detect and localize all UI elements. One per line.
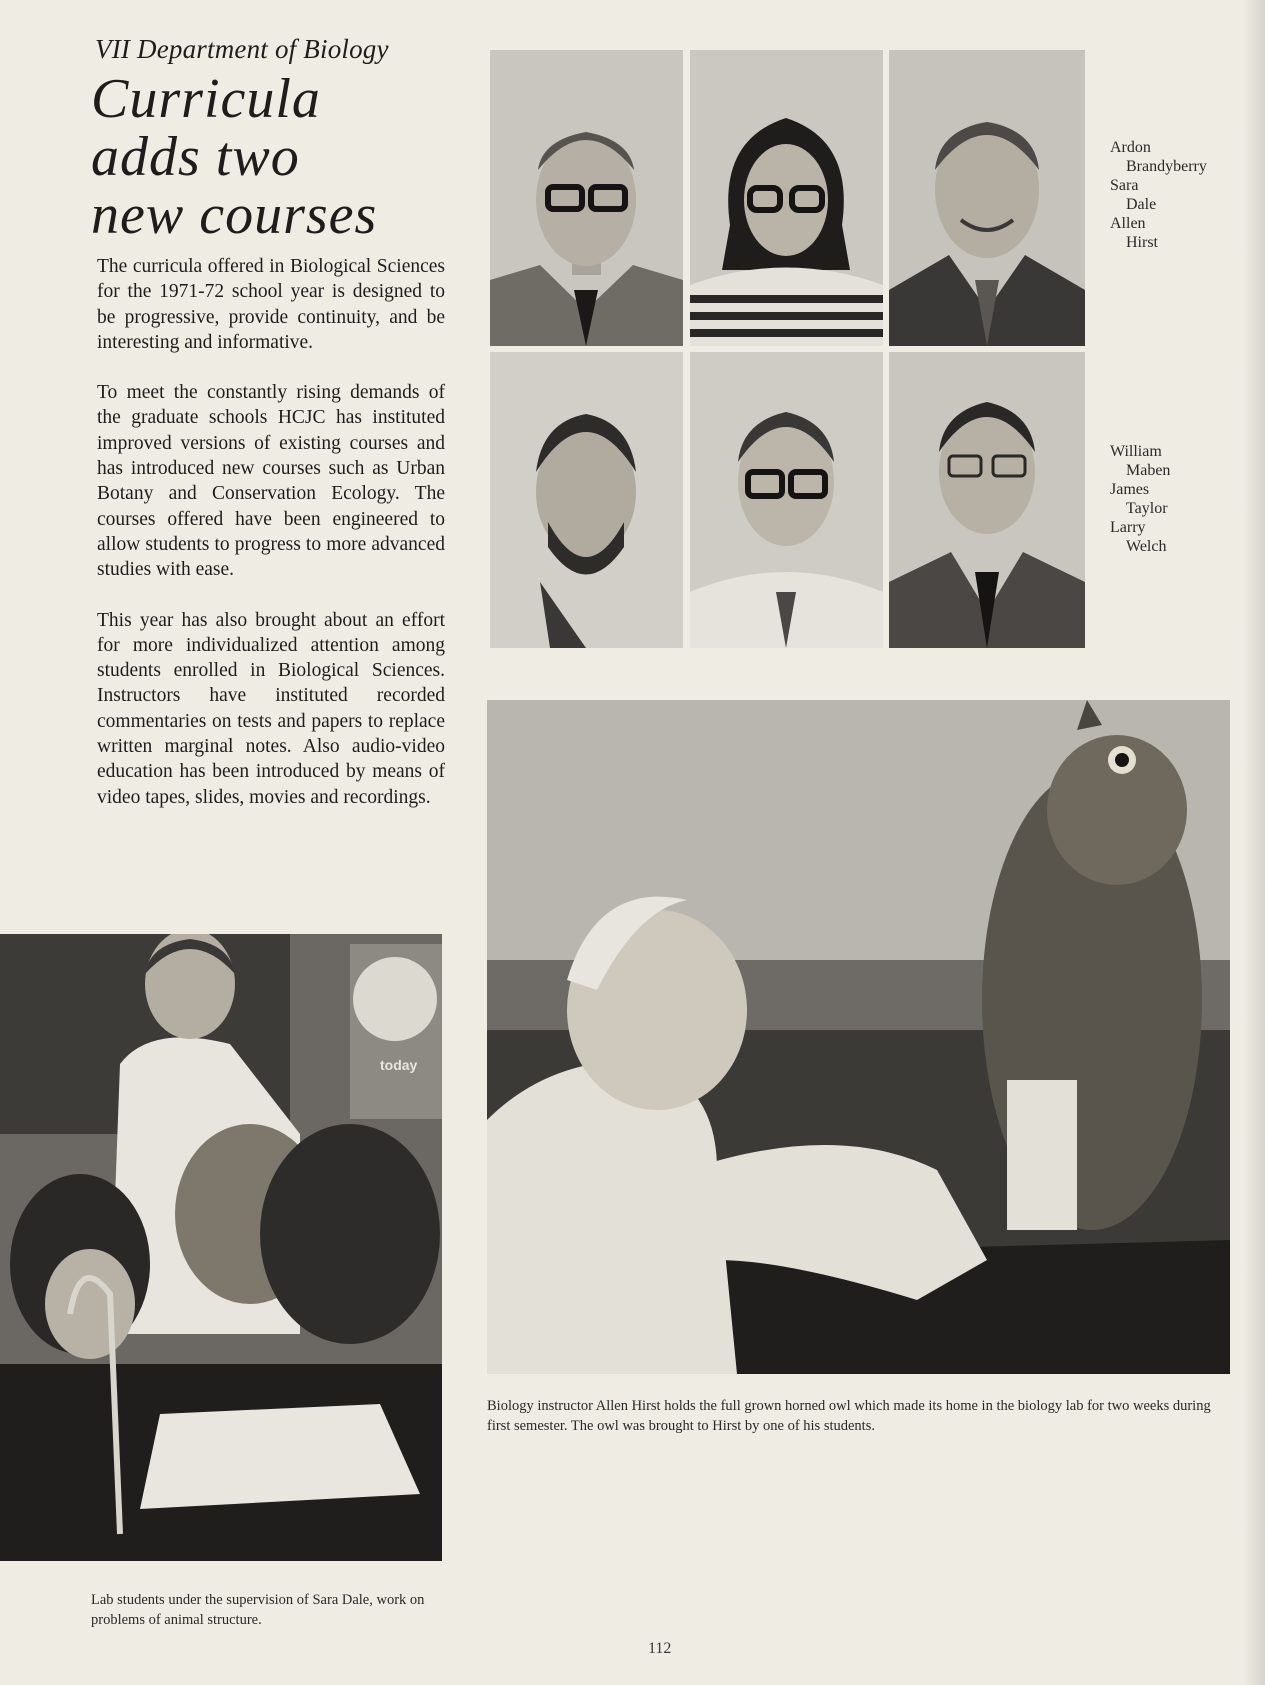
portrait-dale <box>690 50 883 346</box>
faculty-names-bottom <box>1110 442 1170 556</box>
poster-text: today <box>380 1057 418 1073</box>
portrait-hirst <box>889 50 1085 346</box>
faculty-first-name: Ardon <box>1110 139 1151 156</box>
faculty-first-name: Allen <box>1110 215 1146 232</box>
portrait-welch <box>889 352 1085 648</box>
faculty-first-name: James <box>1110 481 1150 498</box>
headline-line: Curricula <box>91 68 321 130</box>
page-edge-shadow <box>1243 0 1265 1685</box>
faculty-last-name: Brandyberry <box>1126 158 1207 175</box>
body-paragraph: This year has also brought about an effort for more individualized attention among students enrolled in Biological Sciences. Instructors have instituted recorded commentaries on tests and papers to replace written marginal notes. Also audio-video education has been introduced by means of video tapes, slides, movies and recordings. <box>97 609 445 808</box>
page-headline <box>91 70 451 244</box>
owl-photo-caption: Biology instructor Allen Hirst holds the full grown horned owl which made its home in the biology lab for two weeks during first semester. The owl was brought to Hirst by one of his students. <box>487 1398 1211 1434</box>
faculty-names-top <box>1110 138 1207 252</box>
faculty-last-name: Maben <box>1126 462 1171 479</box>
body-paragraph: The curricula offered in Biological Sciences for the 1971-72 school year is designed to be progressive, provide continuity, and be interesting and informative. <box>97 256 445 353</box>
faculty-last-name: Welch <box>1126 538 1167 555</box>
headline-line: adds two <box>91 126 300 188</box>
faculty-last-name: Dale <box>1126 196 1157 213</box>
faculty-last-name: Hirst <box>1126 234 1158 251</box>
portrait-taylor <box>690 352 883 648</box>
headline-line: new courses <box>91 184 378 246</box>
owl-photo <box>487 700 1230 1374</box>
faculty-last-name: Taylor <box>1126 500 1168 517</box>
article-body <box>97 254 445 835</box>
portrait-maben <box>490 352 683 648</box>
faculty-first-name: Sara <box>1110 177 1139 194</box>
section-label: VII Department of Biology <box>95 34 389 64</box>
body-paragraph: To meet the constantly rising demands of the graduate schools HCJC has instituted improved versions of existing courses and has introduced new courses such as Urban Botany and Conservation Ecology. The courses offered have been engineered to allow students to progress to more advanced studies with ease. <box>97 382 445 581</box>
portrait-brandyberry <box>490 50 683 346</box>
lab-students-photo <box>0 934 442 1561</box>
faculty-first-name: Larry <box>1110 519 1146 536</box>
page-number: 112 <box>648 1640 672 1657</box>
lab-photo-caption: Lab students under the supervision of Sara Dale, work on problems of animal structure. <box>91 1592 425 1628</box>
faculty-first-name: William <box>1110 443 1162 460</box>
